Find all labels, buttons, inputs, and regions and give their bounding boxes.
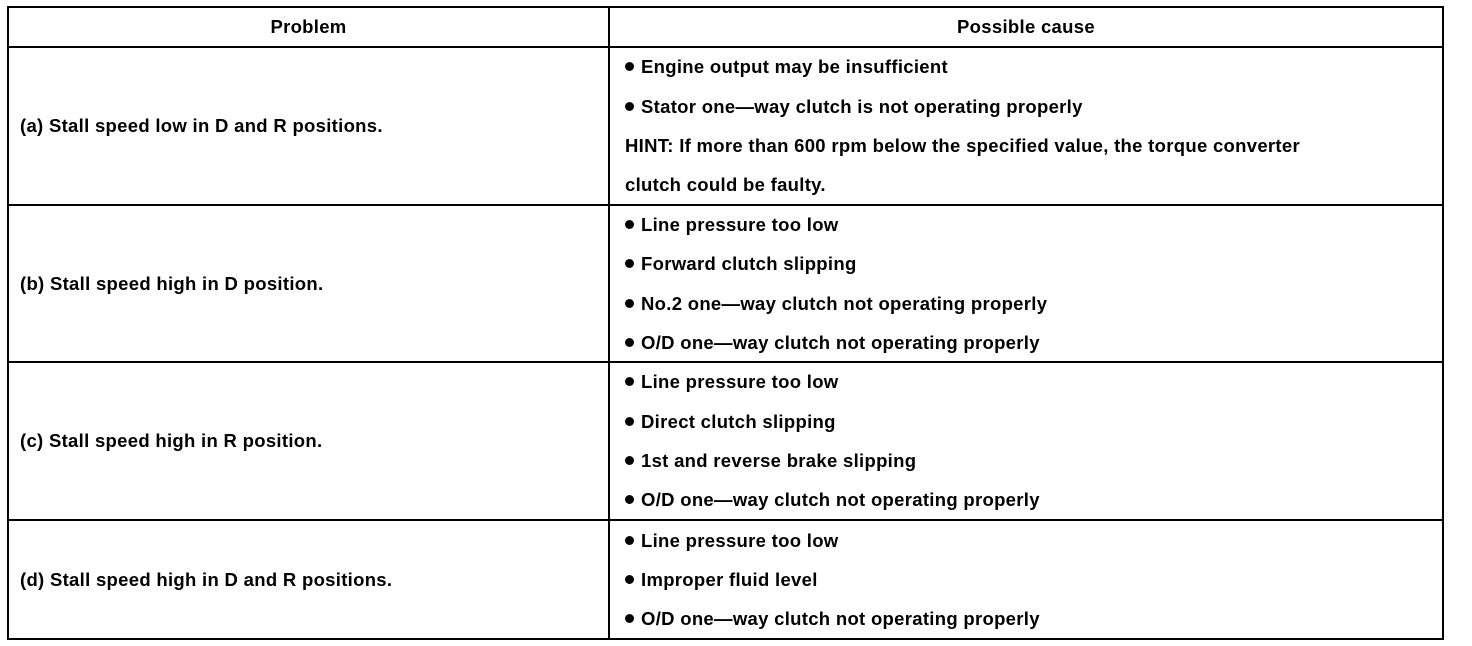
problem-cell: (b) Stall speed high in D position. bbox=[9, 206, 610, 361]
bullet-icon bbox=[625, 377, 634, 386]
table-row bbox=[9, 519, 1442, 638]
hint-line bbox=[625, 165, 1432, 204]
stall-test-table bbox=[7, 6, 1444, 640]
cause-item bbox=[625, 284, 1432, 323]
cause-cell bbox=[610, 521, 1442, 638]
cause-item bbox=[625, 244, 1432, 283]
bullet-icon bbox=[625, 299, 634, 308]
problem-cell: (a) Stall speed low in D and R positions. bbox=[9, 48, 610, 204]
problem-cell: (d) Stall speed high in D and R positions. bbox=[9, 521, 610, 638]
cause-text: Direct clutch slipping bbox=[641, 410, 836, 432]
problem-cell: (c) Stall speed high in R position. bbox=[9, 363, 610, 519]
cause-item bbox=[625, 441, 1432, 480]
table-row bbox=[9, 46, 1442, 204]
cause-item bbox=[625, 205, 1432, 244]
header-problem: Problem bbox=[9, 8, 610, 46]
bullet-icon bbox=[625, 259, 634, 268]
cause-text: Line pressure too low bbox=[641, 213, 839, 235]
bullet-icon bbox=[625, 338, 634, 347]
hint-text: clutch could be faulty. bbox=[625, 174, 826, 196]
cause-text: Engine output may be insufficient bbox=[641, 56, 948, 78]
cause-text: Stator one—way clutch is not operating properly bbox=[641, 95, 1083, 117]
bullet-icon bbox=[625, 456, 634, 465]
header-possible-cause: Possible cause bbox=[957, 16, 1095, 37]
bullet-icon bbox=[625, 495, 634, 504]
cause-item bbox=[625, 560, 1432, 599]
bullet-icon bbox=[625, 575, 634, 584]
table-header-row bbox=[9, 8, 1442, 46]
cause-item bbox=[625, 87, 1432, 126]
hint-line bbox=[625, 126, 1432, 165]
cause-text: Forward clutch slipping bbox=[641, 253, 857, 275]
cause-cell bbox=[610, 48, 1442, 204]
bullet-icon bbox=[625, 62, 634, 71]
hint-text: HINT: If more than 600 rpm below the specified value, the torque converter bbox=[625, 135, 1300, 156]
cause-text: Line pressure too low bbox=[641, 529, 839, 551]
bullet-icon bbox=[625, 536, 634, 545]
table-row bbox=[9, 361, 1442, 519]
bullet-icon bbox=[625, 220, 634, 229]
cause-item bbox=[625, 323, 1432, 362]
cause-item bbox=[625, 402, 1432, 441]
cause-text: O/D one—way clutch not operating properly bbox=[641, 331, 1040, 353]
cause-item bbox=[625, 47, 1432, 86]
cause-item bbox=[625, 599, 1432, 638]
cause-text: Improper fluid level bbox=[641, 568, 818, 590]
cause-item bbox=[625, 521, 1432, 560]
cause-item bbox=[625, 480, 1432, 519]
bullet-icon bbox=[625, 102, 634, 111]
bullet-icon bbox=[625, 417, 634, 426]
bullet-icon bbox=[625, 614, 634, 623]
cause-cell bbox=[610, 206, 1442, 361]
table-row bbox=[9, 204, 1442, 361]
cause-item bbox=[625, 362, 1432, 401]
cause-text: O/D one—way clutch not operating properly bbox=[641, 489, 1040, 511]
cause-text: O/D one—way clutch not operating properly bbox=[641, 608, 1040, 630]
cause-text: Line pressure too low bbox=[641, 371, 839, 393]
cause-text: No.2 one—way clutch not operating properly bbox=[641, 292, 1048, 314]
cause-text: 1st and reverse brake slipping bbox=[641, 450, 917, 471]
cause-cell bbox=[610, 363, 1442, 519]
